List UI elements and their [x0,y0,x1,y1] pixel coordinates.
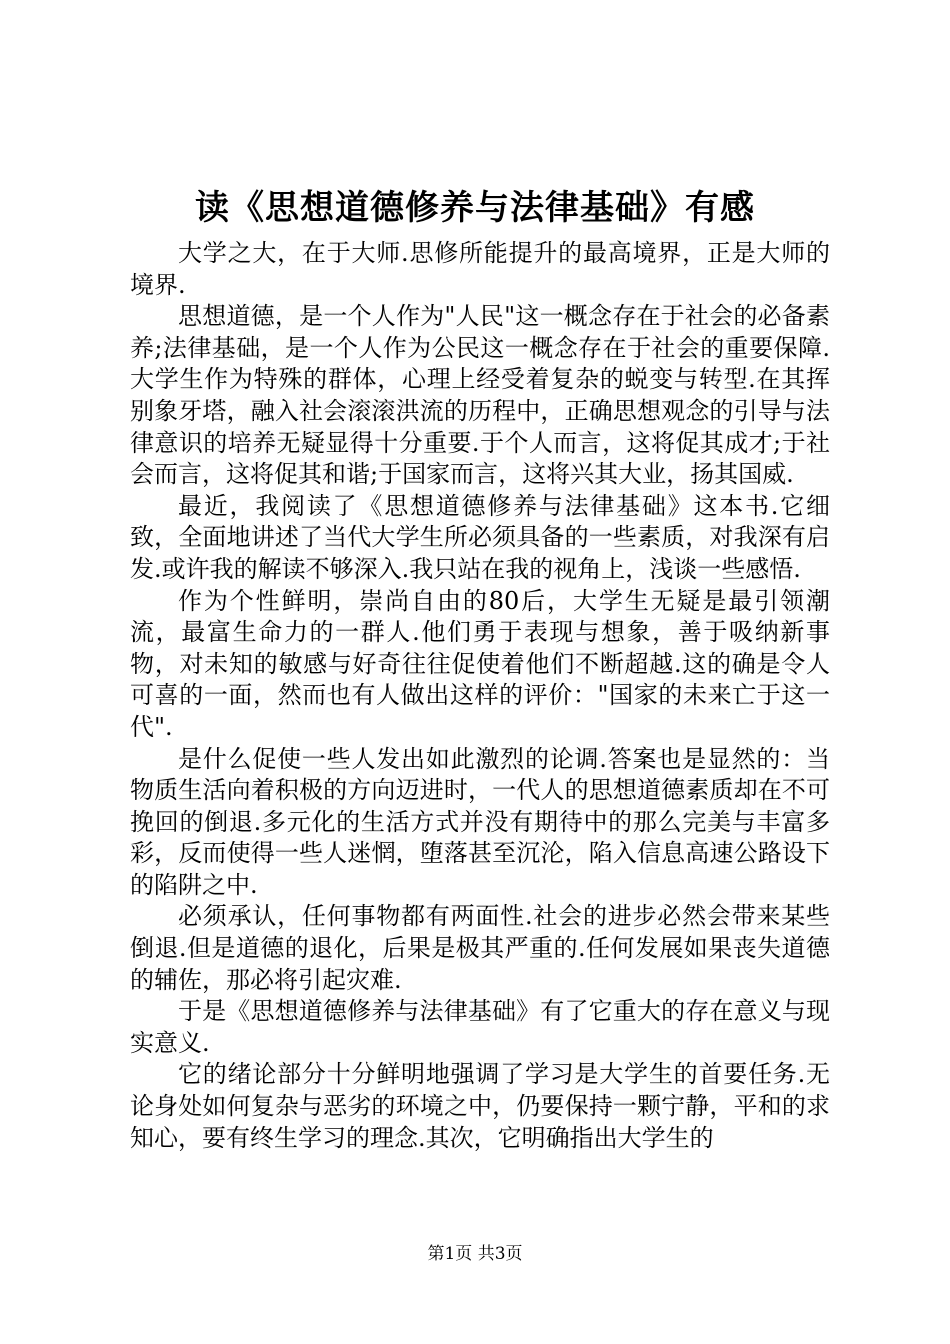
document-body [130,238,830,1154]
paragraph: 它的绪论部分十分鲜明地强调了学习是大学生的首要任务.无论身处如何复杂与恶劣的环境之中，仍要保持一颗宁静，平和的求知心，要有终生学习的理念.其次，它明确指出大学生的 [130,1060,830,1152]
paragraph: 于是《思想道德修养与法律基础》有了它重大的存在意义与现实意义. [130,997,830,1057]
paragraph: 作为个性鲜明，崇尚自由的80后，大学生无疑是最引领潮流，最富生命力的一群人.他们勇于表现与想象，善于吸纳新事物，对未知的敏感与好奇往往促使着他们不断超越.这的确是令人可喜的一面，然而也有人做出这样的评价："国家的未来亡于这一代". [130,586,830,741]
paragraph: 必须承认，任何事物都有两面性.社会的进步必然会带来某些倒退.但是道德的退化，后果是极其严重的.任何发展如果丧失道德的辅佐，那必将引起灾难. [130,902,830,994]
page-footer: 第1页 共3页 [427,1244,523,1264]
paragraph: 最近，我阅读了《思想道德修养与法律基础》这本书.它细致，全面地讲述了当代大学生所必须具备的一些素质，对我深有启发.或许我的解读不够深入.我只站在我的视角上，浅谈一些感悟. [130,491,830,583]
paragraph: 思想道德，是一个人作为"人民"这一概念存在于社会的必备素养;法律基础，是一个人作为公民这一概念存在于社会的重要保障.大学生作为特殊的群体，心理上经受着复杂的蜕变与转型.在其挥别象牙塔，融入社会滚滚洪流的历程中，正确思想观念的引导与法律意识的培养无疑显得十分重要.于个人而言，这将促其成才;于社会而言，这将促其和谐;于国家而言，这将兴其大业，扬其国威. [130,302,830,489]
document-title: 读《思想道德修养与法律基础》有感 [195,188,755,228]
paragraph: 是什么促使一些人发出如此激烈的论调.答案也是显然的：当物质生活向着积极的方向迈进时，一代人的思想道德素质却在不可挽回的倒退.多元化的生活方式并没有期待中的那么完美与丰富多彩，反而使得一些人迷惘，堕落甚至沉沦，陷入信息高速公路设下的陷阱之中. [130,744,830,899]
paragraph: 大学之大，在于大师.思修所能提升的最高境界，正是大师的境界. [130,239,830,299]
